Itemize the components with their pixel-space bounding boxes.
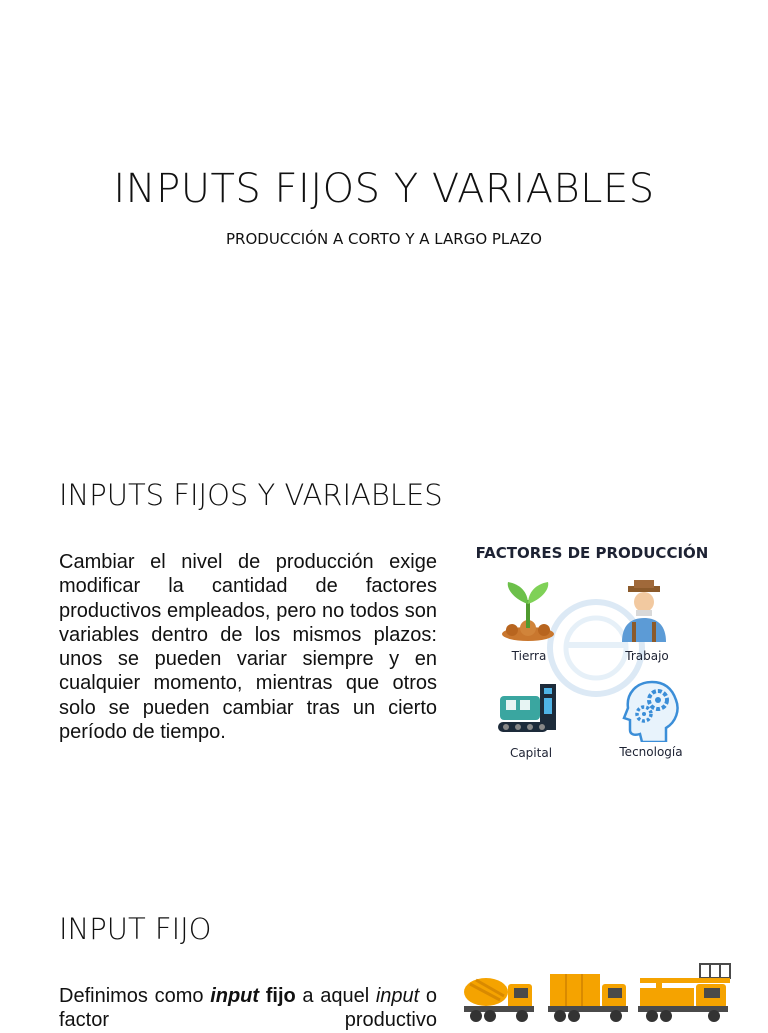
body-italic-input: input (375, 985, 420, 1007)
title-slide-subtitle: PRODUCCIÓN A CORTO Y A LARGO PLAZO (226, 230, 542, 248)
slide3-heading: INPUT FIJO (59, 912, 212, 946)
body-emphasis-fijo: fijo (265, 985, 296, 1007)
slide2-heading: INPUTS FIJOS Y VARIABLES (59, 478, 443, 512)
body-fragment: o factor productivo (59, 985, 438, 1032)
label-tierra: Tierra (511, 649, 547, 663)
farmer-icon (618, 580, 670, 642)
label-capital: Capital (509, 746, 553, 760)
label-tecnologia: Tecnología (619, 745, 683, 759)
factores-produccion-figure (474, 540, 714, 770)
crane-truck-icon (638, 964, 730, 1022)
slide2-body-text: Cambiar el nivel de producción exige modificar la cantidad de factores productivos empleados, pero no todos son variables dentro de los mismos plazos: unos se pueden variar siempre y en cualquier momento, mientras que otros solo se pueden cambiar tras un cierto período de tiempo. (59, 551, 437, 744)
head-gears-icon (622, 680, 680, 742)
body-fragment (259, 985, 266, 1007)
label-trabajo: Trabajo (625, 649, 669, 663)
body-fragment: a aquel (295, 985, 376, 1007)
slide3-body-text (59, 984, 437, 1033)
body-emphasis-input: input (210, 985, 260, 1007)
body-fragment: Definimos como (59, 985, 211, 1007)
box-truck-icon (548, 974, 628, 1022)
cement-mixer-truck-icon (464, 978, 534, 1022)
trucks-illustration (460, 962, 740, 1024)
factores-figure-title: FACTORES DE PRODUCCIÓN (475, 544, 709, 562)
title-slide-heading: INPUTS FIJOS Y VARIABLES (113, 166, 655, 212)
plant-icon (498, 580, 558, 642)
machine-icon (496, 682, 560, 738)
